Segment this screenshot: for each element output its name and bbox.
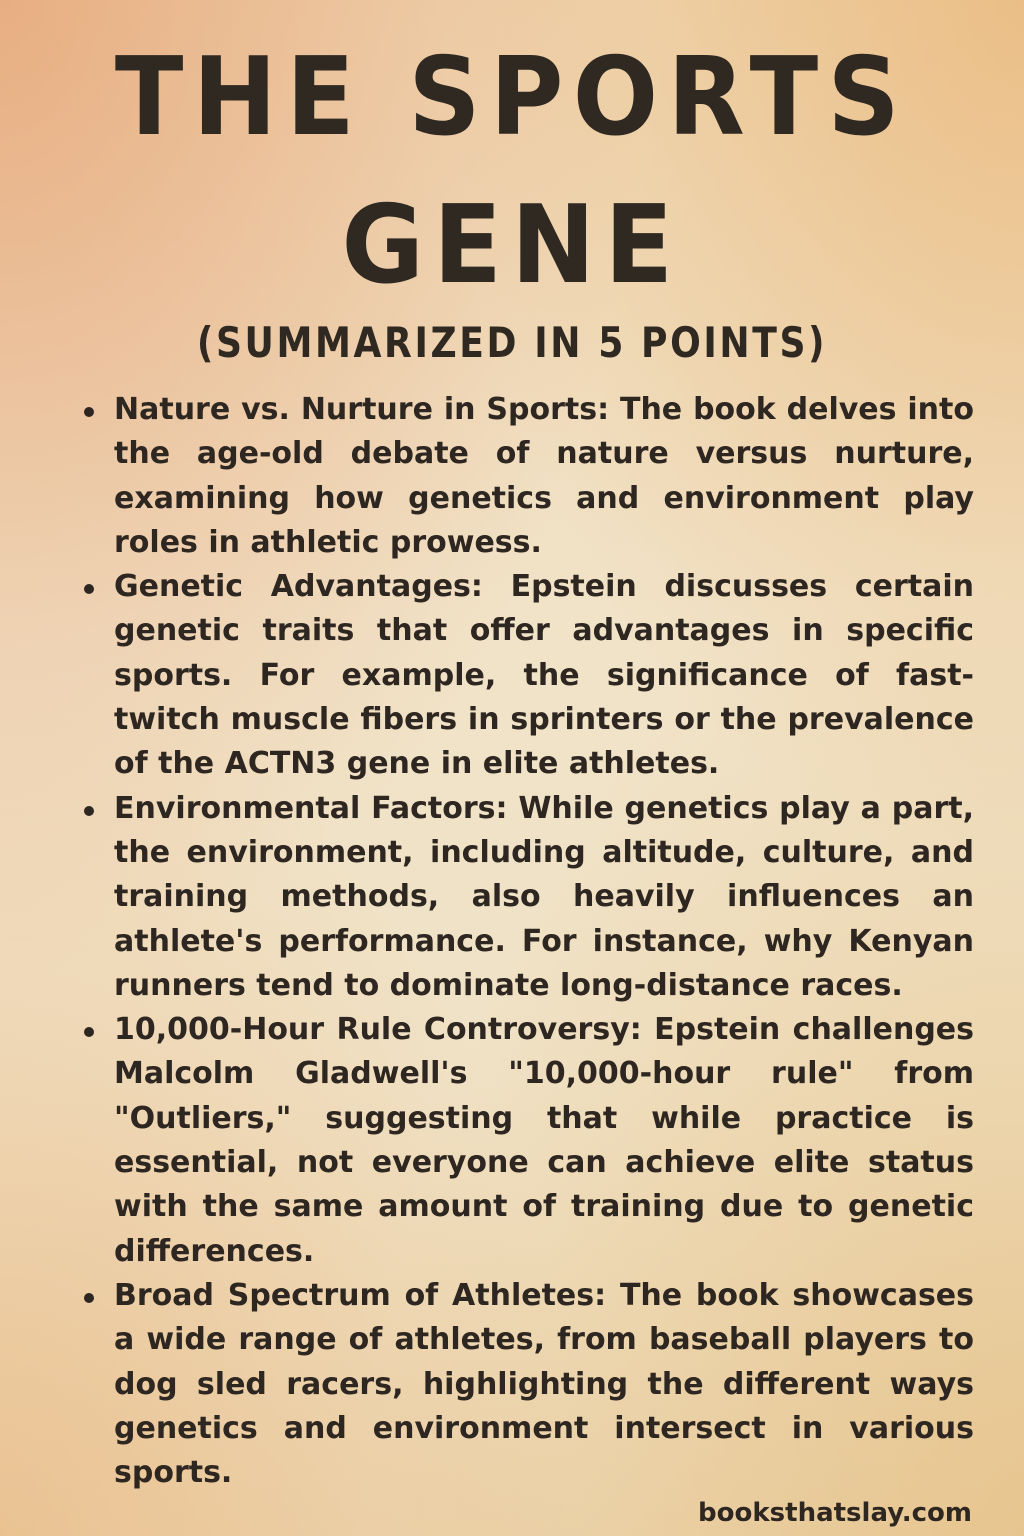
bullet-icon	[84, 806, 94, 816]
bullet-icon	[84, 407, 94, 417]
website-credit: booksthatslay.com	[698, 1498, 972, 1528]
summary-point	[84, 1008, 974, 1274]
title-line-1: THE SPORTS	[114, 35, 910, 160]
subtitle: (SUMMARIZED IN 5 POINTS)	[196, 318, 828, 367]
summary-point-text: Genetic Advantages: Epstein discusses certain genetic traits that offer advantages in specific sports. For example, the significance of fast-twitch muscle fibers in sprinters or the prevalence of the ACTN3 gene in elite athletes.	[114, 569, 974, 782]
summary-point-text: 10,000-Hour Rule Controversy: Epstein challenges Malcolm Gladwell's "10,000-hour rule" from "Outliers," suggesting that while practice is essential, not everyone can achieve elite status with the same amount of training due to genetic differences.	[114, 1012, 974, 1269]
summary-point	[84, 565, 974, 786]
summary-point	[84, 787, 974, 1008]
bullet-icon	[84, 1293, 94, 1303]
summary-points-list	[84, 388, 974, 1495]
bullet-icon	[84, 584, 94, 594]
summary-point	[84, 388, 974, 565]
summary-point-text: Environmental Factors: While genetics play a part, the environment, including altitude, culture, and training methods, also heavily influences an athlete's performance. For instance, why Kenyan runners tend to dominate long-distance races.	[114, 790, 974, 1003]
title-line-2: GENE	[341, 183, 683, 308]
summary-point-text: Broad Spectrum of Athletes: The book showcases a wide range of athletes, from baseball players to dog sled racers, highlighting the different ways genetics and environment intersect in various sports.	[114, 1277, 974, 1491]
summary-point-text: Nature vs. Nurture in Sports: The book delves into the age-old debate of nature versus nurture, examining how genetics and environment play roles in athletic prowess.	[114, 392, 974, 560]
summary-point	[84, 1274, 974, 1495]
bullet-icon	[84, 1027, 94, 1037]
